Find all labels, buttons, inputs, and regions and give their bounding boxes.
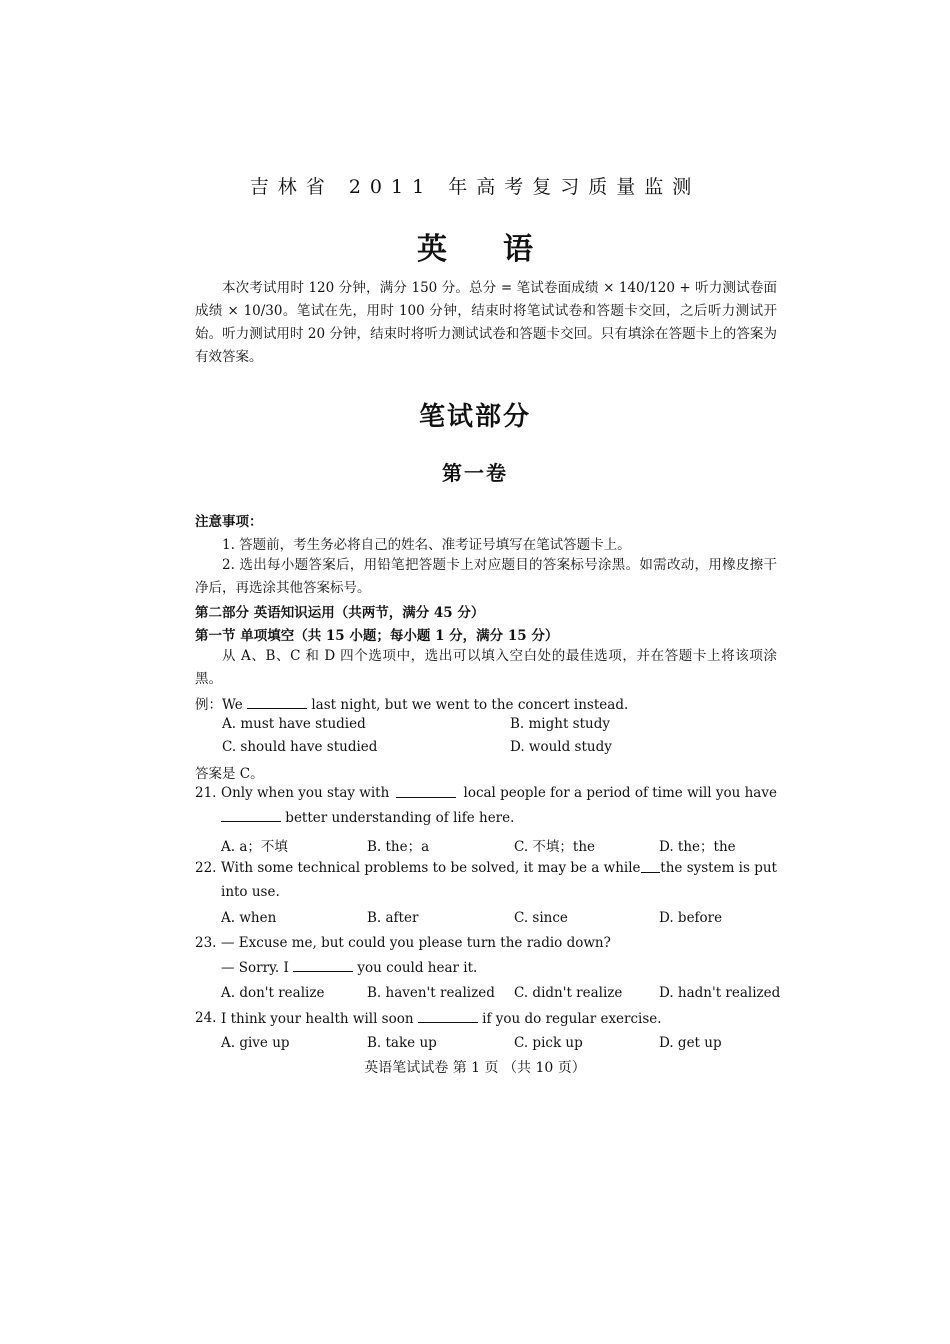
option-a: A. give up (221, 1035, 290, 1051)
option-c: C. didn't realize (514, 985, 623, 1001)
option-b: B. take up (367, 1035, 437, 1051)
example-option-d: D. would study (510, 739, 612, 755)
question-text: local people for a period of time will you have (463, 785, 777, 801)
option-c: C. 不填；the (514, 839, 596, 855)
option-a: A. don't realize (221, 985, 325, 1001)
example-post: last night, but we went to the concert instead. (311, 697, 629, 713)
example-label: 例： (195, 697, 222, 713)
question-text: the system is put (660, 860, 777, 876)
subject-title: 英语 (417, 232, 589, 267)
example-option-a: A. must have studied (222, 716, 366, 732)
question-text: you could hear it. (357, 960, 478, 976)
section-title: 笔试部分 (418, 402, 531, 432)
exam-title: 吉林省 2011 年高考复习质量监测 (249, 176, 701, 198)
question-text: I think your health will soon (221, 1011, 414, 1027)
notice-item-1: 1. 答题前，考生务必将自己的姓名、准考证号填写在笔试答题卡上。 (222, 537, 631, 553)
exam-intro: 本次考试用时 120 分钟，满分 150 分。总分 = 笔试卷面成绩 × 140/120 + 听力测试卷面成绩 × 10/30。笔试在先，用时 100 分钟，结束时将笔试试卷和答题卡交回，之后听力测试开始。听力测试用时 20 分钟，结束时将听力测试试卷和答题卡交回。只有填涂在答题卡上的答案为有效答案。 (195, 280, 777, 365)
question-22-line-1 (221, 860, 777, 876)
answer-blank (221, 809, 281, 822)
volume-title: 第一卷 (442, 461, 508, 485)
part-heading: 第二部分 英语知识运用（共两节，满分 45 分） (195, 605, 485, 621)
option-d: D. get up (659, 1035, 722, 1051)
question-21-line-1 (221, 785, 777, 801)
question-text: into use. (221, 884, 280, 900)
answer-blank (396, 785, 456, 798)
page-footer: 英语笔试试卷 第 1 页 （共 10 页） (364, 1060, 586, 1076)
option-b: B. haven't realized (367, 985, 495, 1001)
example-option-b: B. might study (510, 716, 610, 732)
answer-blank (418, 1010, 478, 1023)
section-heading: 第一节 单项填空（共 15 小题；每小题 1 分，满分 15 分） (195, 628, 559, 644)
example-question (195, 693, 628, 713)
option-c: C. since (514, 910, 568, 926)
example-answer: 答案是 C。 (195, 766, 264, 782)
option-c: C. pick up (514, 1035, 583, 1051)
notice-heading: 注意事项： (195, 514, 263, 530)
question-23-line-2 (221, 959, 477, 976)
notice-item-2: 2. 选出每小题答案后，用铅笔把答题卡上对应题目的答案标号涂黑。如需改动，用橡皮擦干净后，再选涂其他答案标号。 (195, 557, 777, 596)
option-a: A. when (221, 910, 277, 926)
answer-blank (293, 959, 353, 972)
question-text: — Sorry. I (221, 960, 289, 976)
option-b: B. the；a (367, 839, 430, 855)
question-text: With some technical problems to be solved, it may be a while (221, 860, 641, 876)
question-21-line-2 (221, 809, 514, 826)
example-pre: We (222, 697, 243, 713)
answer-blank (641, 860, 661, 873)
answer-blank (247, 696, 307, 709)
option-b: B. after (367, 910, 419, 926)
question-text: if you do regular exercise. (482, 1011, 662, 1027)
option-a: A. a；不填 (221, 839, 288, 855)
question-number: 23. (195, 935, 217, 951)
example-option-c: C. should have studied (222, 739, 378, 755)
question-number: 22. (195, 860, 217, 876)
question-number: 24. (195, 1010, 217, 1026)
option-d: D. the；the (659, 839, 736, 855)
question-text: Only when you stay with (221, 785, 390, 801)
question-text: better understanding of life here. (285, 810, 515, 826)
option-d: D. before (659, 910, 723, 926)
section-instruction: 从 A、B、C 和 D 四个选项中，选出可以填入空白处的最佳选项，并在答题卡上将该项涂黑。 (195, 648, 777, 687)
question-text: — Excuse me, but could you please turn the radio down? (221, 935, 611, 951)
question-24-line-1 (221, 1010, 662, 1027)
option-d: D. hadn't realized (659, 985, 781, 1001)
question-number: 21. (195, 785, 217, 801)
